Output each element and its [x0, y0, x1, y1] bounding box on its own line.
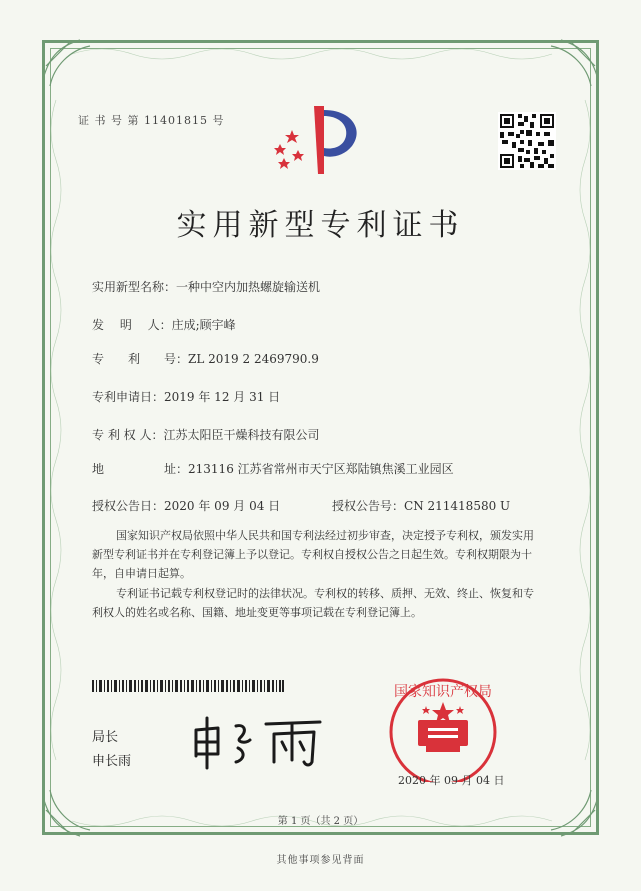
seal-text: 国家知识产权局	[394, 684, 492, 700]
patentee-label: 专 利 权 人：	[92, 428, 164, 442]
grant-statement-paragraph	[92, 526, 562, 583]
filing-date-value: 2019 年 12 月 31 日	[164, 390, 281, 404]
cnipa-logo-icon	[272, 100, 372, 176]
director-signature-icon	[188, 712, 328, 772]
legal-status-paragraph	[92, 584, 562, 622]
footer-note: 其他事项参见背面	[276, 855, 365, 866]
publication-number-label: 授权公告号：	[332, 499, 405, 513]
grant-date-row	[92, 497, 280, 514]
patent-number-label: 专 利 号：	[92, 352, 189, 366]
patent-number-value: ZL 2019 2 2469790.9	[188, 352, 319, 366]
filing-date-row	[92, 388, 280, 405]
inventor-label: 发 明 人：	[92, 318, 172, 332]
patentee-value: 江苏太阳臣干燥科技有限公司	[163, 428, 320, 442]
patentee-row	[92, 426, 319, 443]
patent-number-row	[92, 350, 319, 367]
address-label: 地 址：	[92, 462, 189, 476]
grant-date-value: 2020 年 09 月 04 日	[164, 499, 281, 513]
corner-ornament-top-right	[521, 36, 601, 116]
inventor-row	[92, 316, 236, 333]
official-seal-icon	[368, 672, 518, 782]
filing-date-label: 专利申请日：	[92, 390, 165, 404]
publication-number-value: CN 211418580 U	[404, 499, 511, 513]
utility-model-name-row	[92, 278, 320, 295]
grant-statement-line: 新型专利证书并在专利登记簿上予以登记。专利权自授权公告之日起生效。专利权期限为十	[92, 548, 532, 561]
address-value: 213116 江苏省常州市天宁区郑陆镇焦溪工业园区	[188, 462, 454, 476]
publication-number-row	[332, 497, 510, 514]
corner-ornament-bottom-right	[521, 760, 601, 840]
barcode-icon	[92, 680, 284, 692]
utility-model-name-label: 实用新型名称：	[92, 280, 177, 294]
legal-status-line: 专利证书记载专利权登记时的法律状况。专利权的转移、质押、无效、终止、恢复和专	[116, 587, 534, 600]
qr-code-icon	[498, 112, 556, 170]
legal-status-line: 利权人的姓名或名称、国籍、地址变更等事项记载在专利登记簿上。	[92, 606, 422, 619]
page-number: 第 1 页（共 2 页）	[277, 816, 364, 827]
inventor-value: 庄成;顾宇峰	[171, 318, 236, 332]
director-title: 局长	[92, 730, 119, 745]
address-row	[92, 460, 454, 477]
certificate-title: 实用新型专利证书	[176, 208, 465, 243]
utility-model-name-value: 一种中空内加热螺旋输送机	[176, 280, 321, 294]
corner-ornament-bottom-left	[40, 760, 120, 840]
director-name: 申长雨	[92, 754, 132, 769]
certificate-number: 证 书 号 第 11401815 号	[78, 114, 225, 127]
grant-date-label: 授权公告日：	[92, 499, 165, 513]
grant-statement-line: 国家知识产权局依照中华人民共和国专利法经过初步审查，决定授予专利权，颁发实用	[116, 529, 534, 542]
corner-ornament-top-left	[40, 36, 120, 116]
grant-statement-line: 年，自申请日起算。	[92, 567, 191, 580]
seal-date: 2020 年 09 月 04 日	[398, 774, 505, 787]
